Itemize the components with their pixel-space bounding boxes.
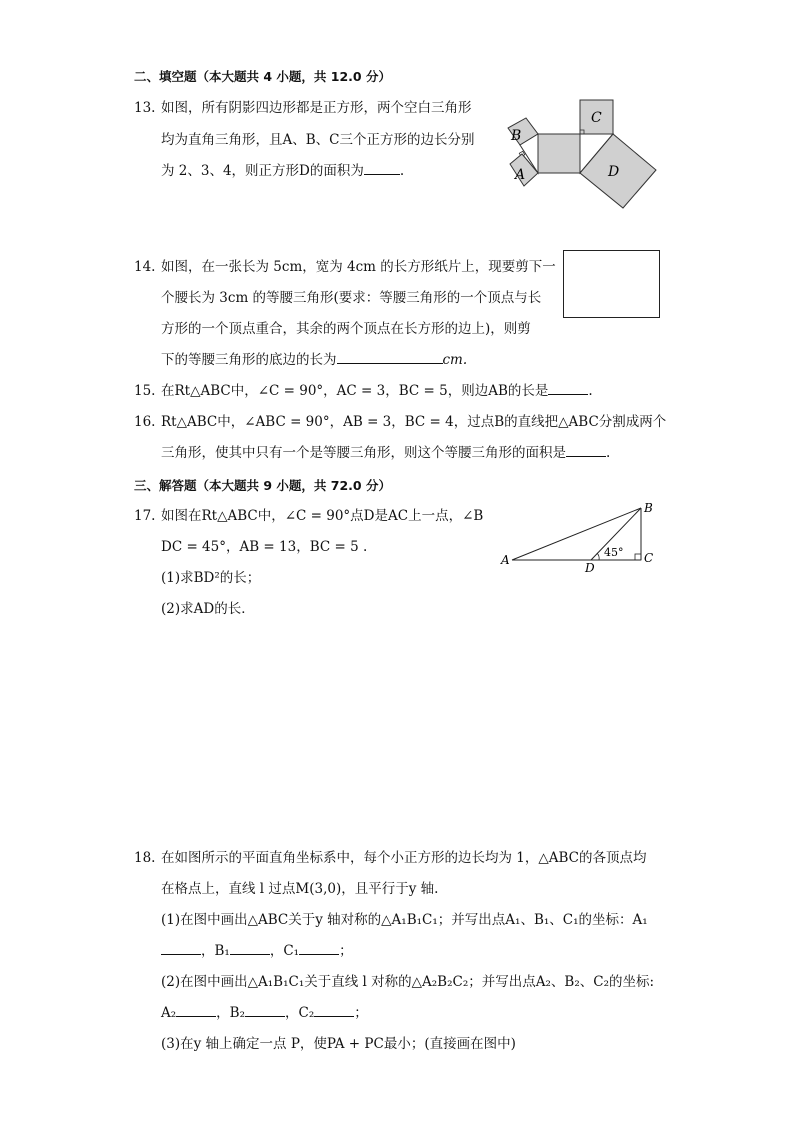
q18-line-3: (1)在图中画出△ABC关于y 轴对称的△A₁B₁C₁；并写出点A₁、B₁、C₁的坐标：A₁ [161,912,648,928]
q13-line-3 [161,162,404,180]
label-d: D [608,164,620,180]
q15-end: . [588,383,593,399]
q17-line-2: DC = 45°，AB = 13，BC = 5 . [161,539,368,555]
q14-line-3: 方形的一个顶点重合，其余的两个顶点在长方形的边上)，则剪 [161,321,531,337]
label-c: C [591,110,602,126]
q15-line [161,382,593,400]
q18-line-5: (2)在图中画出△A₁B₁C₁关于直线 l 对称的△A₂B₂C₂；并写出点A₂、B₂、C₂的坐标: [161,974,655,990]
q16-line-1: Rt△ABC中，∠ABC = 90°，AB = 3，BC = 4，过点B的直线把△ABC分割成两个 [161,414,667,430]
q16-answer-blank[interactable] [566,444,606,457]
q14-line-4-text: 下的等腰三角形的底边的长为 [161,352,337,368]
q18-line-2: 在格点上，直线 l 过点M(3,0)，且平行于y 轴. [161,881,439,897]
q13-line-3-text: 为 2、3、4，则正方形D的面积为 [161,163,364,179]
q14-line-2: 个腰长为 3cm 的等腰三角形(要求：等腰三角形的一个顶点与长 [161,290,542,306]
label-b: B [644,501,653,515]
q13-number: 13. [134,100,156,116]
q14-line-1: 如图，在一张长为 5cm，宽为 4cm 的长方形纸片上，现要剪下一 [161,259,556,275]
q18-line-1: 在如图所示的平面直角坐标系中，每个小正方形的边长均为 1，△ABC的各顶点均 [161,850,647,866]
q16-line-2-text: 三角形，使其中只有一个是等腰三角形，则这个等腰三角形的面积是 [161,445,566,461]
q18-a2-blank[interactable] [176,1004,216,1017]
section-3-title: 三、解答题（本大题共 9 小题，共 72.0 分） [134,478,391,493]
q18-b2-label: ，B₂ [216,1005,246,1021]
label-a: A [501,553,510,567]
q14-rectangle-figure [563,250,660,318]
q14-answer-blank[interactable] [337,351,443,364]
q18-line-4-end: ； [339,943,353,959]
q18-line-6-end: ； [354,1005,368,1021]
q18-b2-blank[interactable] [245,1004,285,1017]
q15-number: 15. [134,383,156,399]
q14-number: 14. [134,259,156,275]
q15-text: 在Rt△ABC中，∠C = 90°，AC = 3，BC = 5，则边AB的长是 [161,383,549,399]
label-a: A [515,167,526,183]
q18-number: 18. [134,850,156,866]
center-square [538,134,580,173]
q17-part-2: (2)求AD的长． [161,601,255,617]
q14-line-4 [161,351,467,369]
q17-triangle-figure [498,498,668,578]
q18-b1-blank[interactable] [230,942,270,955]
label-c: C [644,551,654,565]
q13-line-2: 均为直角三角形，且A、B、C三个正方形的边长分别 [161,132,475,148]
q18-c1-blank[interactable] [299,942,339,955]
q13-line-1: 如图，所有阴影四边形都是正方形，两个空白三角形 [161,100,472,116]
q18-c1-label: ，C₁ [269,943,300,959]
q18-line-6 [161,1004,368,1022]
label-d: D [585,561,595,575]
q18-c2-label: ，C₂ [285,1005,315,1021]
q18-line-7: (3)在y 轴上确定一点 P，使PA + PC最小；(直接画在图中) [161,1036,516,1052]
q13-squares-figure [496,94,666,212]
q18-line-4 [161,942,353,960]
q15-answer-blank[interactable] [548,382,588,395]
q16-line-2 [161,444,610,462]
q18-b1-label: ，B₁ [201,943,230,959]
q13-line-3-end: . [399,163,405,179]
q14-line-4-unit: cm. [442,352,468,368]
angle-label: 45° [604,546,624,559]
section-2-title: 二、填空题（本大题共 4 小题，共 12.0 分） [134,69,391,84]
q17-part-1: (1)求BD²的长； [161,570,261,586]
q17-number: 17. [134,508,156,524]
label-b: B [511,128,522,144]
q18-c2-blank[interactable] [314,1004,354,1017]
right-angle-mark [635,554,641,560]
q18-a2-label: A₂ [161,1005,177,1021]
q13-answer-blank[interactable] [364,162,400,175]
q16-number: 16. [134,414,156,430]
q18-a1-blank[interactable] [161,942,201,955]
q17-line-1: 如图在Rt△ABC中，∠C = 90°点D是AC上一点，∠B [161,508,484,524]
q16-line-2-end: . [606,445,611,461]
